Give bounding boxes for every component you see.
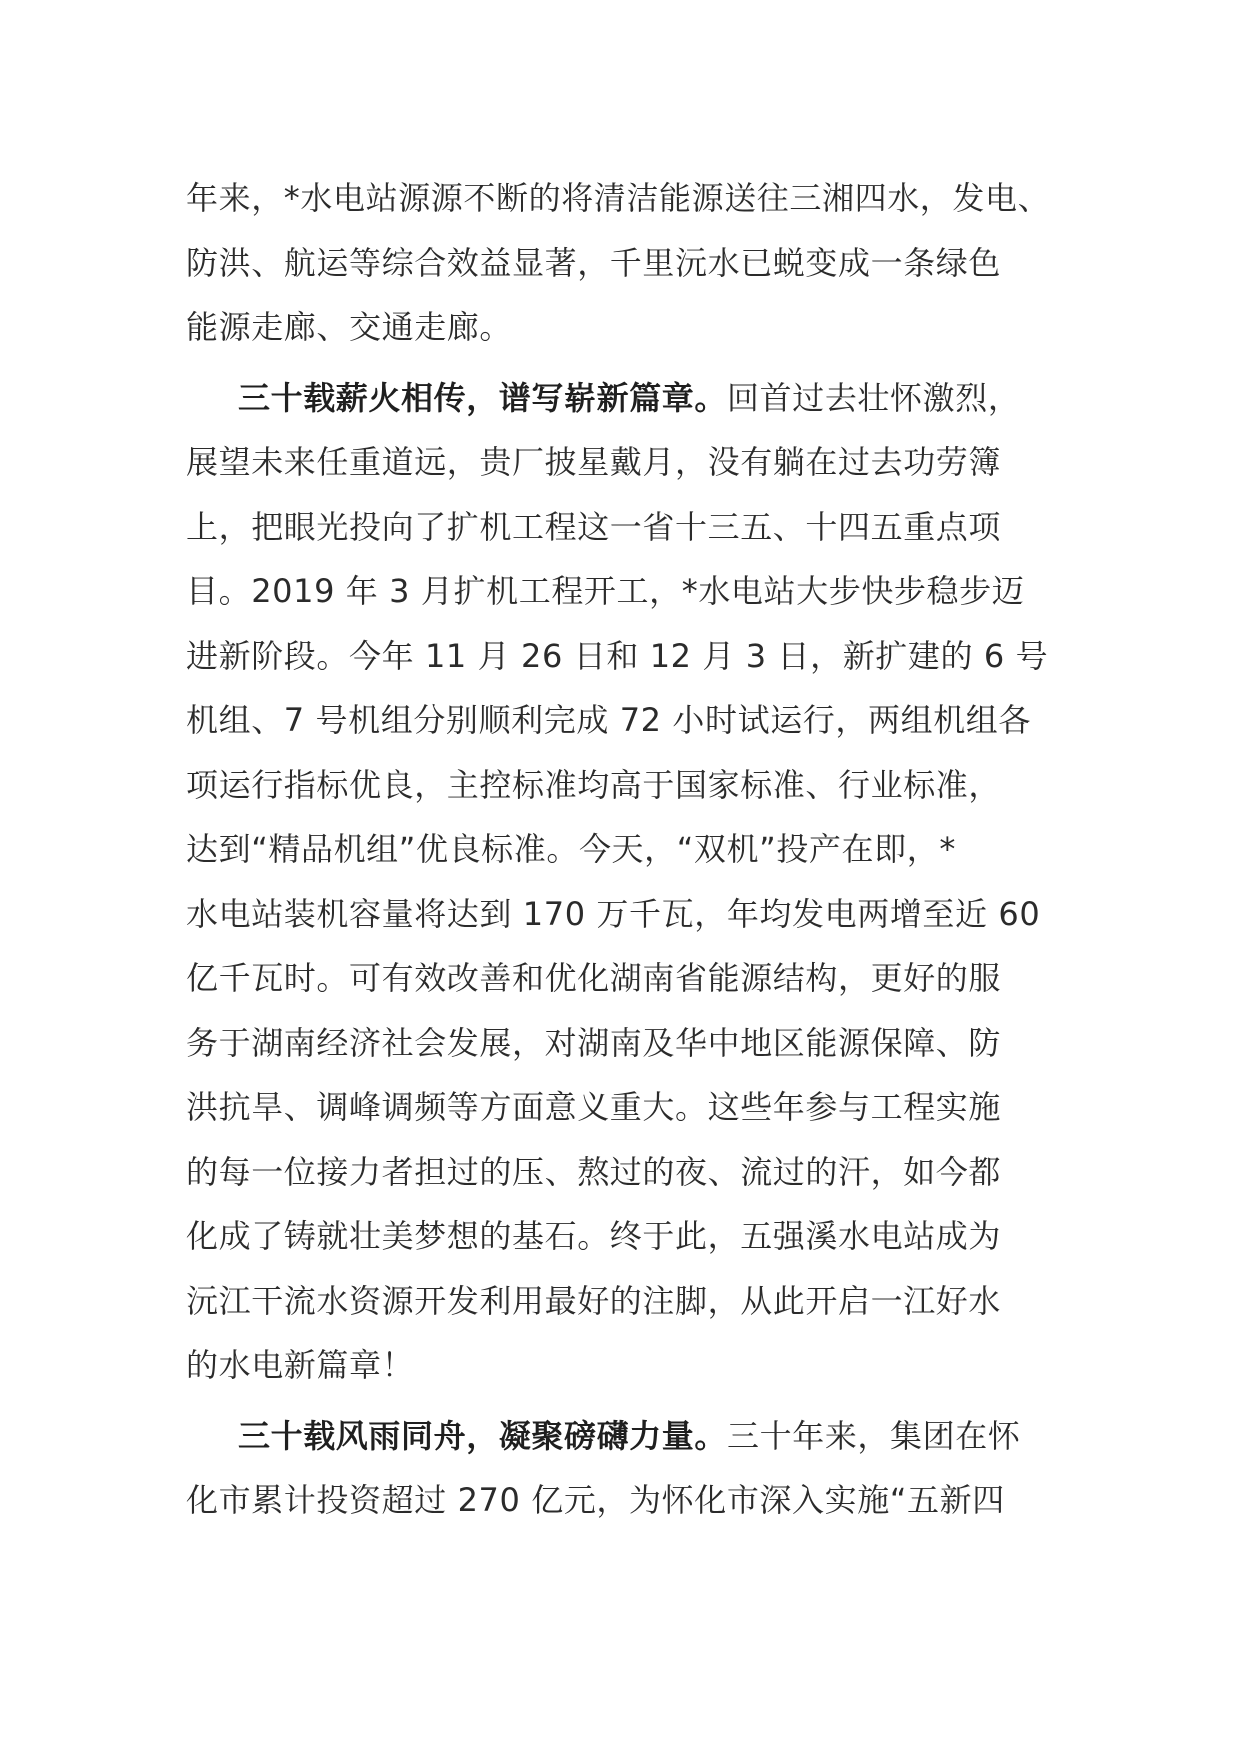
text-line: 机组、7 号机组分别顺利完成 72 小时试运行，两组机组各 [186,701,1031,739]
text-line: 上，把眼光投向了扩机工程这一省十三五、十四五重点项 [186,507,1002,546]
text-run: 回首过去壮怀激烈， [727,378,1021,417]
paragraph-expansion [186,366,1066,1398]
text-line: 展望未来任重道远，贵厂披星戴月，没有躺在过去功劳簿 [186,443,1002,481]
document-body [186,166,1066,1539]
text-run: 三十年来，集团在怀 [727,1416,1021,1455]
text-line: 能源走廊、交通走廊。 [186,308,513,346]
text-line: 项运行指标优良，主控标准均高于国家标准、行业标准， [186,765,1002,804]
paragraph-heading: 三十载薪火相传，谱写崭新篇章。 [238,378,728,417]
text-line: 年来，*水电站源源不断的将清洁能源送往三湘四水，发电、 [186,179,1051,217]
text-line: 化成了铸就壮美梦想的基石。终于此，五强溪水电站成为 [186,1217,1002,1255]
text-line: 达到“精品机组”优良标准。今天，“双机”投产在即，* [186,830,956,868]
text-line: 防洪、航运等综合效益显著，千里沅水已蜕变成一条绿色 [186,243,1002,282]
text-line: 目。2019 年 3 月扩机工程开工，*水电站大步快步稳步迈 [186,572,1025,610]
paragraph-investment [186,1404,1066,1533]
text-line: 的水电新篇章！ [186,1346,415,1384]
text-line: 沅江干流水资源开发利用最好的注脚，从此开启一江好水 [186,1281,1002,1320]
text-line: 务于湖南经济社会发展，对湖南及华中地区能源保障、防 [186,1023,1002,1062]
text-line: 亿千瓦时。可有效改善和优化湖南省能源结构，更好的服 [186,959,1002,997]
text-line: 洪抗旱、调峰调频等方面意义重大。这些年参与工程实施 [186,1088,1002,1126]
text-line: 的每一位接力者担过的压、熬过的夜、流过的汗，如今都 [186,1152,1002,1191]
paragraph-first-line [186,366,1066,431]
text-line: 化市累计投资超过 270 亿元，为怀化市深入实施“五新四 [186,1481,1005,1519]
paragraph-intro [186,166,1066,360]
paragraph-first-line [186,1404,1066,1469]
text-line: 进新阶段。今年 11 月 26 日和 12 月 3 日，新扩建的 6 号 [186,636,1049,675]
paragraph-heading: 三十载风雨同舟，凝聚磅礴力量。 [238,1416,728,1455]
text-line: 水电站装机容量将达到 170 万千瓦，年均发电两增至近 60 [186,894,1041,933]
